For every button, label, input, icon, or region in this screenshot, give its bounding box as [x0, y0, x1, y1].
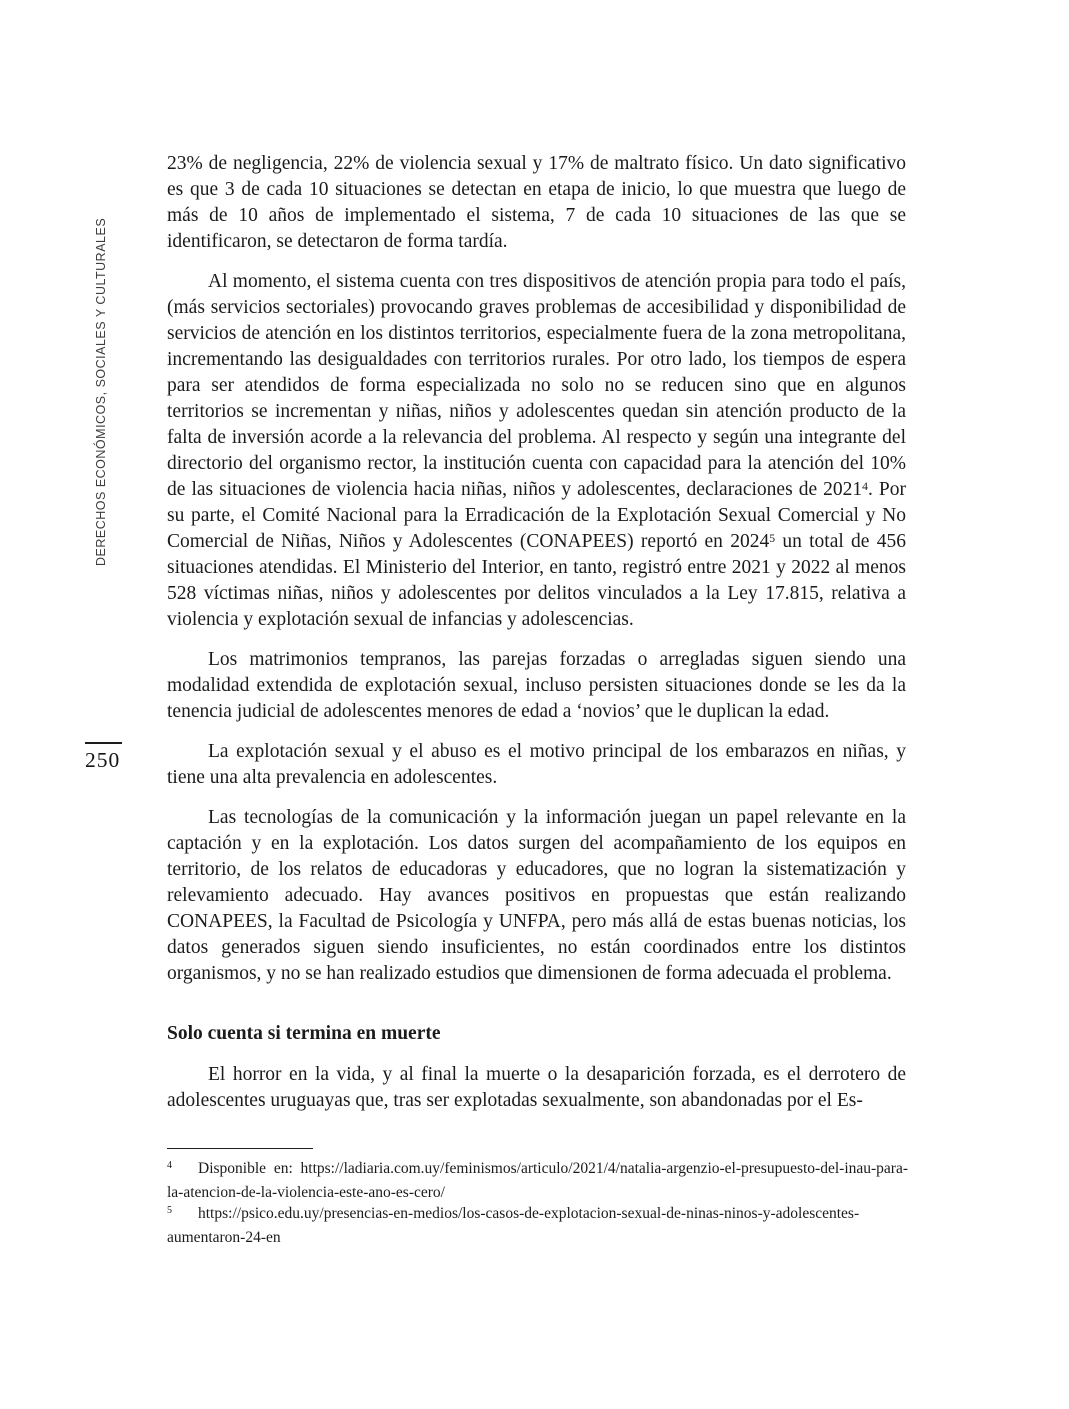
footnote — [167, 1203, 908, 1248]
paragraph: El horror en la vida, y al final la muerte o la desaparición forzada, es el derrotero de adolescentes uruguayas que, tras ser explotadas sexualmente, son abandonadas por el Es- — [167, 1064, 906, 1111]
footnote-separator — [167, 1148, 313, 1149]
footnote-text: Disponible en: https://ladiaria.com.uy/feminismos/articulo/2021/4/natalia-argenzio-el-presupuesto-del-inau-para-la-atencion-de-la-violencia-este-ano-es-cero/ — [167, 1160, 908, 1201]
paragraph: La explotación sexual y el abuso es el motivo principal de los embarazos en niñas, y tiene una alta prevalencia en adolescentes. — [167, 741, 906, 788]
footnote-text: https://psico.edu.uy/presencias-en-medios/los-casos-de-explotacion-sexual-de-ninas-ninos-y-adolescentes-aumentaron-24-en — [167, 1205, 860, 1246]
footnotes-section — [167, 1148, 908, 1248]
section-heading: Solo cuenta si termina en muerte — [167, 1023, 441, 1044]
footnote-marker: 4 — [167, 1160, 172, 1171]
footnote-reference: 4 — [862, 479, 868, 493]
page-number-block — [85, 742, 125, 773]
footnote — [167, 1158, 908, 1203]
paragraph-text: . Por su parte, el Comité Nacional para la Erradicación de la Explotación Sexual Comercial y No Comercial de Niñas, Niños y Adolescentes (CONAPEES) reportó en 2024 — [167, 479, 906, 552]
page-number: 250 — [85, 748, 121, 772]
footnote-reference: 5 — [769, 531, 776, 545]
footnote-marker: 5 — [167, 1205, 172, 1216]
chapter-sidebar-label: DERECHOS ECONÓMICOS, SOCIALES Y CULTURALES — [94, 217, 108, 566]
paragraph: Las tecnologías de la comunicación y la información juegan un papel relevante en la captación y en la explotación. Los datos surgen del acompañamiento de los equipos en territorio, de los relatos de educadoras y educadores, que no logran la sistematización y relevamiento adecuado. Hay avances positivos en propuestas que están realizando CONAPEES, la Facultad de Psicología y UNFPA, pero más allá de estas buenas noticias, los datos generados siguen siendo insuficientes, no están coordinados entre los distintos organismos, y no se han realizado estudios que dimensionen de forma adecuada el problema. — [167, 807, 906, 984]
page-number-rule — [85, 742, 122, 744]
paragraph-text: un total de 456 situaciones atendidas. El Ministerio del Interior, en tanto, registró entre 2021 y 2022 al menos 528 víctimas niñas, niños y adolescentes por delitos vinculados a la Ley 17.815, relativa a violencia y explotación sexual de infancias y adolescencias. — [167, 531, 906, 630]
paragraph-text: Al momento, el sistema cuenta con tres dispositivos de atención propia para todo el país, (más servicios sectoriales) provocando graves problemas de accesibilidad y disponibilidad de servicios de atención en los distintos territorios, especialmente fuera de la zona metropolitana, incrementando las desigualdades con territorios rurales. Por otro lado, los tiempos de espera para ser atendidos de forma especializada no solo no se reducen sino que en algunos territorios se incrementan y niñas, niños y adolescentes quedan sin atención producto de la falta de inversión acorde a la relevancia del problema. Al respecto y según una integrante del directorio del organismo rector, la institución cuenta con capacidad para la atención del 10% de las situaciones de violencia hacia niñas, niños y adolescentes, declaraciones de 2021 — [167, 271, 906, 500]
paragraph: 23% de negligencia, 22% de violencia sexual y 17% de maltrato físico. Un dato significativo es que 3 de cada 10 situaciones se detectan en etapa de inicio, lo que muestra que luego de más de 10 años de implementado el sistema, 7 de cada 10 situaciones de las que se identificaron, se detectaron de forma tardía. — [167, 153, 906, 252]
main-text-column — [167, 151, 906, 1128]
paragraph — [167, 269, 906, 633]
paragraph: Los matrimonios tempranos, las parejas forzadas o arregladas siguen siendo una modalidad extendida de explotación sexual, incluso persisten situaciones donde se les da la tenencia judicial de adolescentes menores de edad a ‘novios’ que le duplican la edad. — [167, 649, 906, 722]
